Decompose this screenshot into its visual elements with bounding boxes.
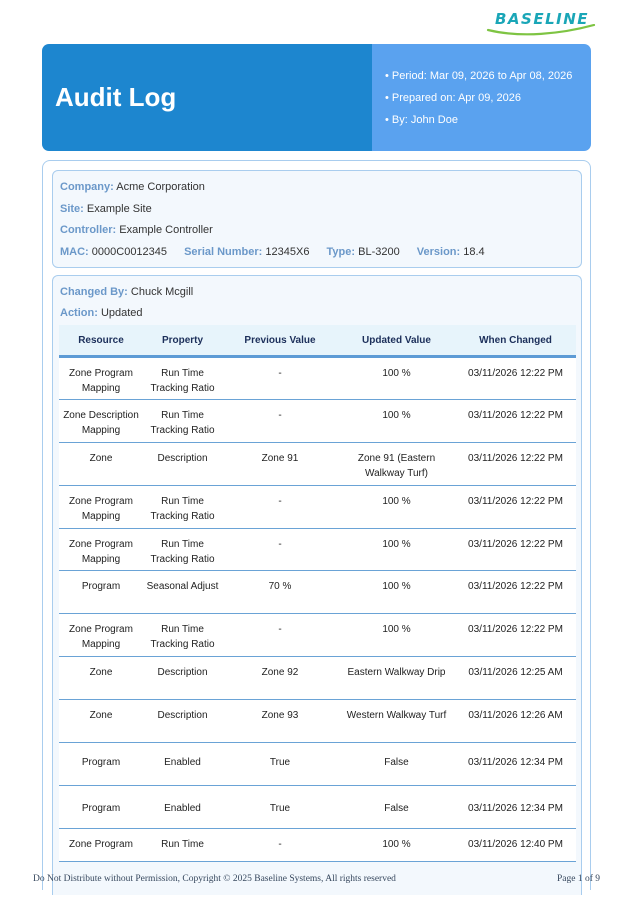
header-updated-value: Updated Value: [338, 325, 455, 357]
table-row: [59, 743, 576, 786]
controller-info-box: [52, 170, 582, 268]
cell-when: 03/11/2026 12:26 AM: [455, 700, 576, 743]
cell-property: Run Time Tracking Ratio: [143, 614, 222, 657]
cell-resource: Zone Program Mapping: [59, 529, 143, 571]
cell-updated: Western Walkway Turf: [338, 700, 455, 743]
cell-when: 03/11/2026 12:34 PM: [455, 743, 576, 786]
version-label: Version:: [416, 245, 461, 258]
cell-property: Run Time Tracking Ratio: [143, 400, 222, 443]
serial-label: Serial Number:: [184, 245, 263, 258]
cell-property: Run Time: [143, 829, 222, 862]
cell-updated: 100 %: [338, 571, 455, 614]
changed-by-value: Chuck Mcgill: [130, 286, 194, 298]
report-period: • Period: Mar 09, 2026 to Apr 08, 2026: [385, 70, 573, 82]
header-previous-value: Previous Value: [222, 325, 338, 357]
cell-updated: 100 %: [338, 400, 455, 443]
cell-resource: Zone Program Mapping: [59, 357, 143, 400]
controller-line: [60, 223, 581, 245]
company-value: Acme Corporation: [116, 181, 205, 193]
cell-when: 03/11/2026 12:22 PM: [455, 443, 576, 486]
cell-updated: 100 %: [338, 357, 455, 400]
table-header-row: [59, 325, 576, 357]
cell-previous: Zone 91: [222, 443, 338, 486]
logo-wordmark: BASELINE: [494, 10, 590, 28]
cell-property: Run Time Tracking Ratio: [143, 357, 222, 400]
cell-updated: 100 %: [338, 614, 455, 657]
type-label: Type:: [326, 245, 356, 258]
cell-when: 03/11/2026 12:22 PM: [455, 571, 576, 614]
cell-when: 03/11/2026 12:25 AM: [455, 657, 576, 700]
page-title: Audit Log: [55, 82, 177, 112]
cell-resource: Zone: [59, 700, 143, 743]
report-prepared-on: • Prepared on: Apr 09, 2026: [385, 92, 521, 104]
cell-when: 03/11/2026 12:22 PM: [455, 486, 576, 529]
controller-value: Example Controller: [119, 224, 213, 236]
cell-resource: Program: [59, 571, 143, 614]
controller-label: Controller:: [60, 224, 117, 236]
action-value: Updated: [100, 307, 143, 319]
site-value: Example Site: [86, 202, 152, 215]
version-value: 18.4: [463, 245, 485, 258]
cell-updated: 100 %: [338, 529, 455, 571]
device-line: [60, 245, 581, 267]
header-when-changed: When Changed: [455, 325, 576, 357]
cell-property: Description: [143, 700, 222, 743]
changed-by-label: Changed By:: [60, 286, 128, 298]
page-number: Page 1 of 9: [556, 874, 600, 884]
cell-when: 03/11/2026 12:22 PM: [455, 357, 576, 400]
cell-previous: True: [222, 786, 338, 829]
cell-property: Run Time Tracking Ratio: [143, 486, 222, 529]
cell-property: Description: [143, 657, 222, 700]
table-row: [59, 614, 576, 657]
cell-previous: 70 %: [222, 571, 338, 614]
table-row: [59, 486, 576, 529]
cell-updated: 100 %: [338, 486, 455, 529]
cell-property: Enabled: [143, 786, 222, 829]
site-line: [60, 202, 581, 224]
table-row: [59, 829, 576, 862]
mac-value: 0000C0012345: [91, 245, 168, 258]
cell-when: 03/11/2026 12:22 PM: [455, 400, 576, 443]
action-line: [60, 307, 143, 319]
cell-previous: -: [222, 829, 338, 862]
company-line: [60, 180, 581, 202]
company-label: Company:: [60, 181, 114, 193]
table-row: [59, 700, 576, 743]
changed-by-line: [60, 286, 193, 298]
cell-when: 03/11/2026 12:40 PM: [455, 829, 576, 862]
serial-value: 12345X6: [265, 245, 310, 258]
cell-previous: True: [222, 743, 338, 786]
table-row: [59, 529, 576, 571]
audit-table: [59, 325, 576, 862]
cell-resource: Zone Program Mapping: [59, 486, 143, 529]
table-row: [59, 571, 576, 614]
cell-when: 03/11/2026 12:34 PM: [455, 786, 576, 829]
header-title-panel: [42, 44, 372, 151]
action-label: Action:: [60, 307, 98, 319]
table-row: [59, 357, 576, 400]
cell-property: Seasonal Adjust: [143, 571, 222, 614]
header-resource: Resource: [59, 325, 143, 357]
cell-resource: Program: [59, 743, 143, 786]
cell-property: Run Time Tracking Ratio: [143, 529, 222, 571]
report-author: • By: John Doe: [385, 114, 458, 126]
cell-when: 03/11/2026 12:22 PM: [455, 529, 576, 571]
cell-updated: 100 %: [338, 829, 455, 862]
copyright-notice: Do Not Distribute without Permission, Copyright © 2025 Baseline Systems, All rights reserved: [33, 874, 396, 884]
cell-resource: Zone Program Mapping: [59, 614, 143, 657]
cell-previous: Zone 93: [222, 700, 338, 743]
logo-swoosh-icon: [486, 24, 598, 36]
cell-updated: False: [338, 786, 455, 829]
cell-previous: Zone 92: [222, 657, 338, 700]
cell-updated: Zone 91 (Eastern Walkway Turf): [338, 443, 455, 486]
table-row: [59, 786, 576, 829]
cell-previous: -: [222, 529, 338, 571]
cell-property: Description: [143, 443, 222, 486]
baseline-logo: [486, 10, 598, 38]
report-header: [42, 44, 591, 151]
cell-property: Enabled: [143, 743, 222, 786]
change-record-box: [52, 275, 582, 895]
mac-label: MAC:: [60, 245, 89, 258]
cell-previous: -: [222, 357, 338, 400]
cell-resource: Zone Program: [59, 829, 143, 862]
cell-previous: -: [222, 486, 338, 529]
cell-previous: -: [222, 400, 338, 443]
table-row: [59, 657, 576, 700]
type-value: BL-3200: [358, 245, 400, 258]
cell-resource: Zone Description Mapping: [59, 400, 143, 443]
cell-resource: Program: [59, 786, 143, 829]
cell-resource: Zone: [59, 657, 143, 700]
header-property: Property: [143, 325, 222, 357]
cell-when: 03/11/2026 12:22 PM: [455, 614, 576, 657]
header-meta-panel: [372, 44, 591, 151]
table-row: [59, 400, 576, 443]
cell-previous: -: [222, 614, 338, 657]
site-label: Site:: [60, 202, 84, 215]
cell-updated: Eastern Walkway Drip: [338, 657, 455, 700]
cell-resource: Zone: [59, 443, 143, 486]
cell-updated: False: [338, 743, 455, 786]
table-row: [59, 443, 576, 486]
